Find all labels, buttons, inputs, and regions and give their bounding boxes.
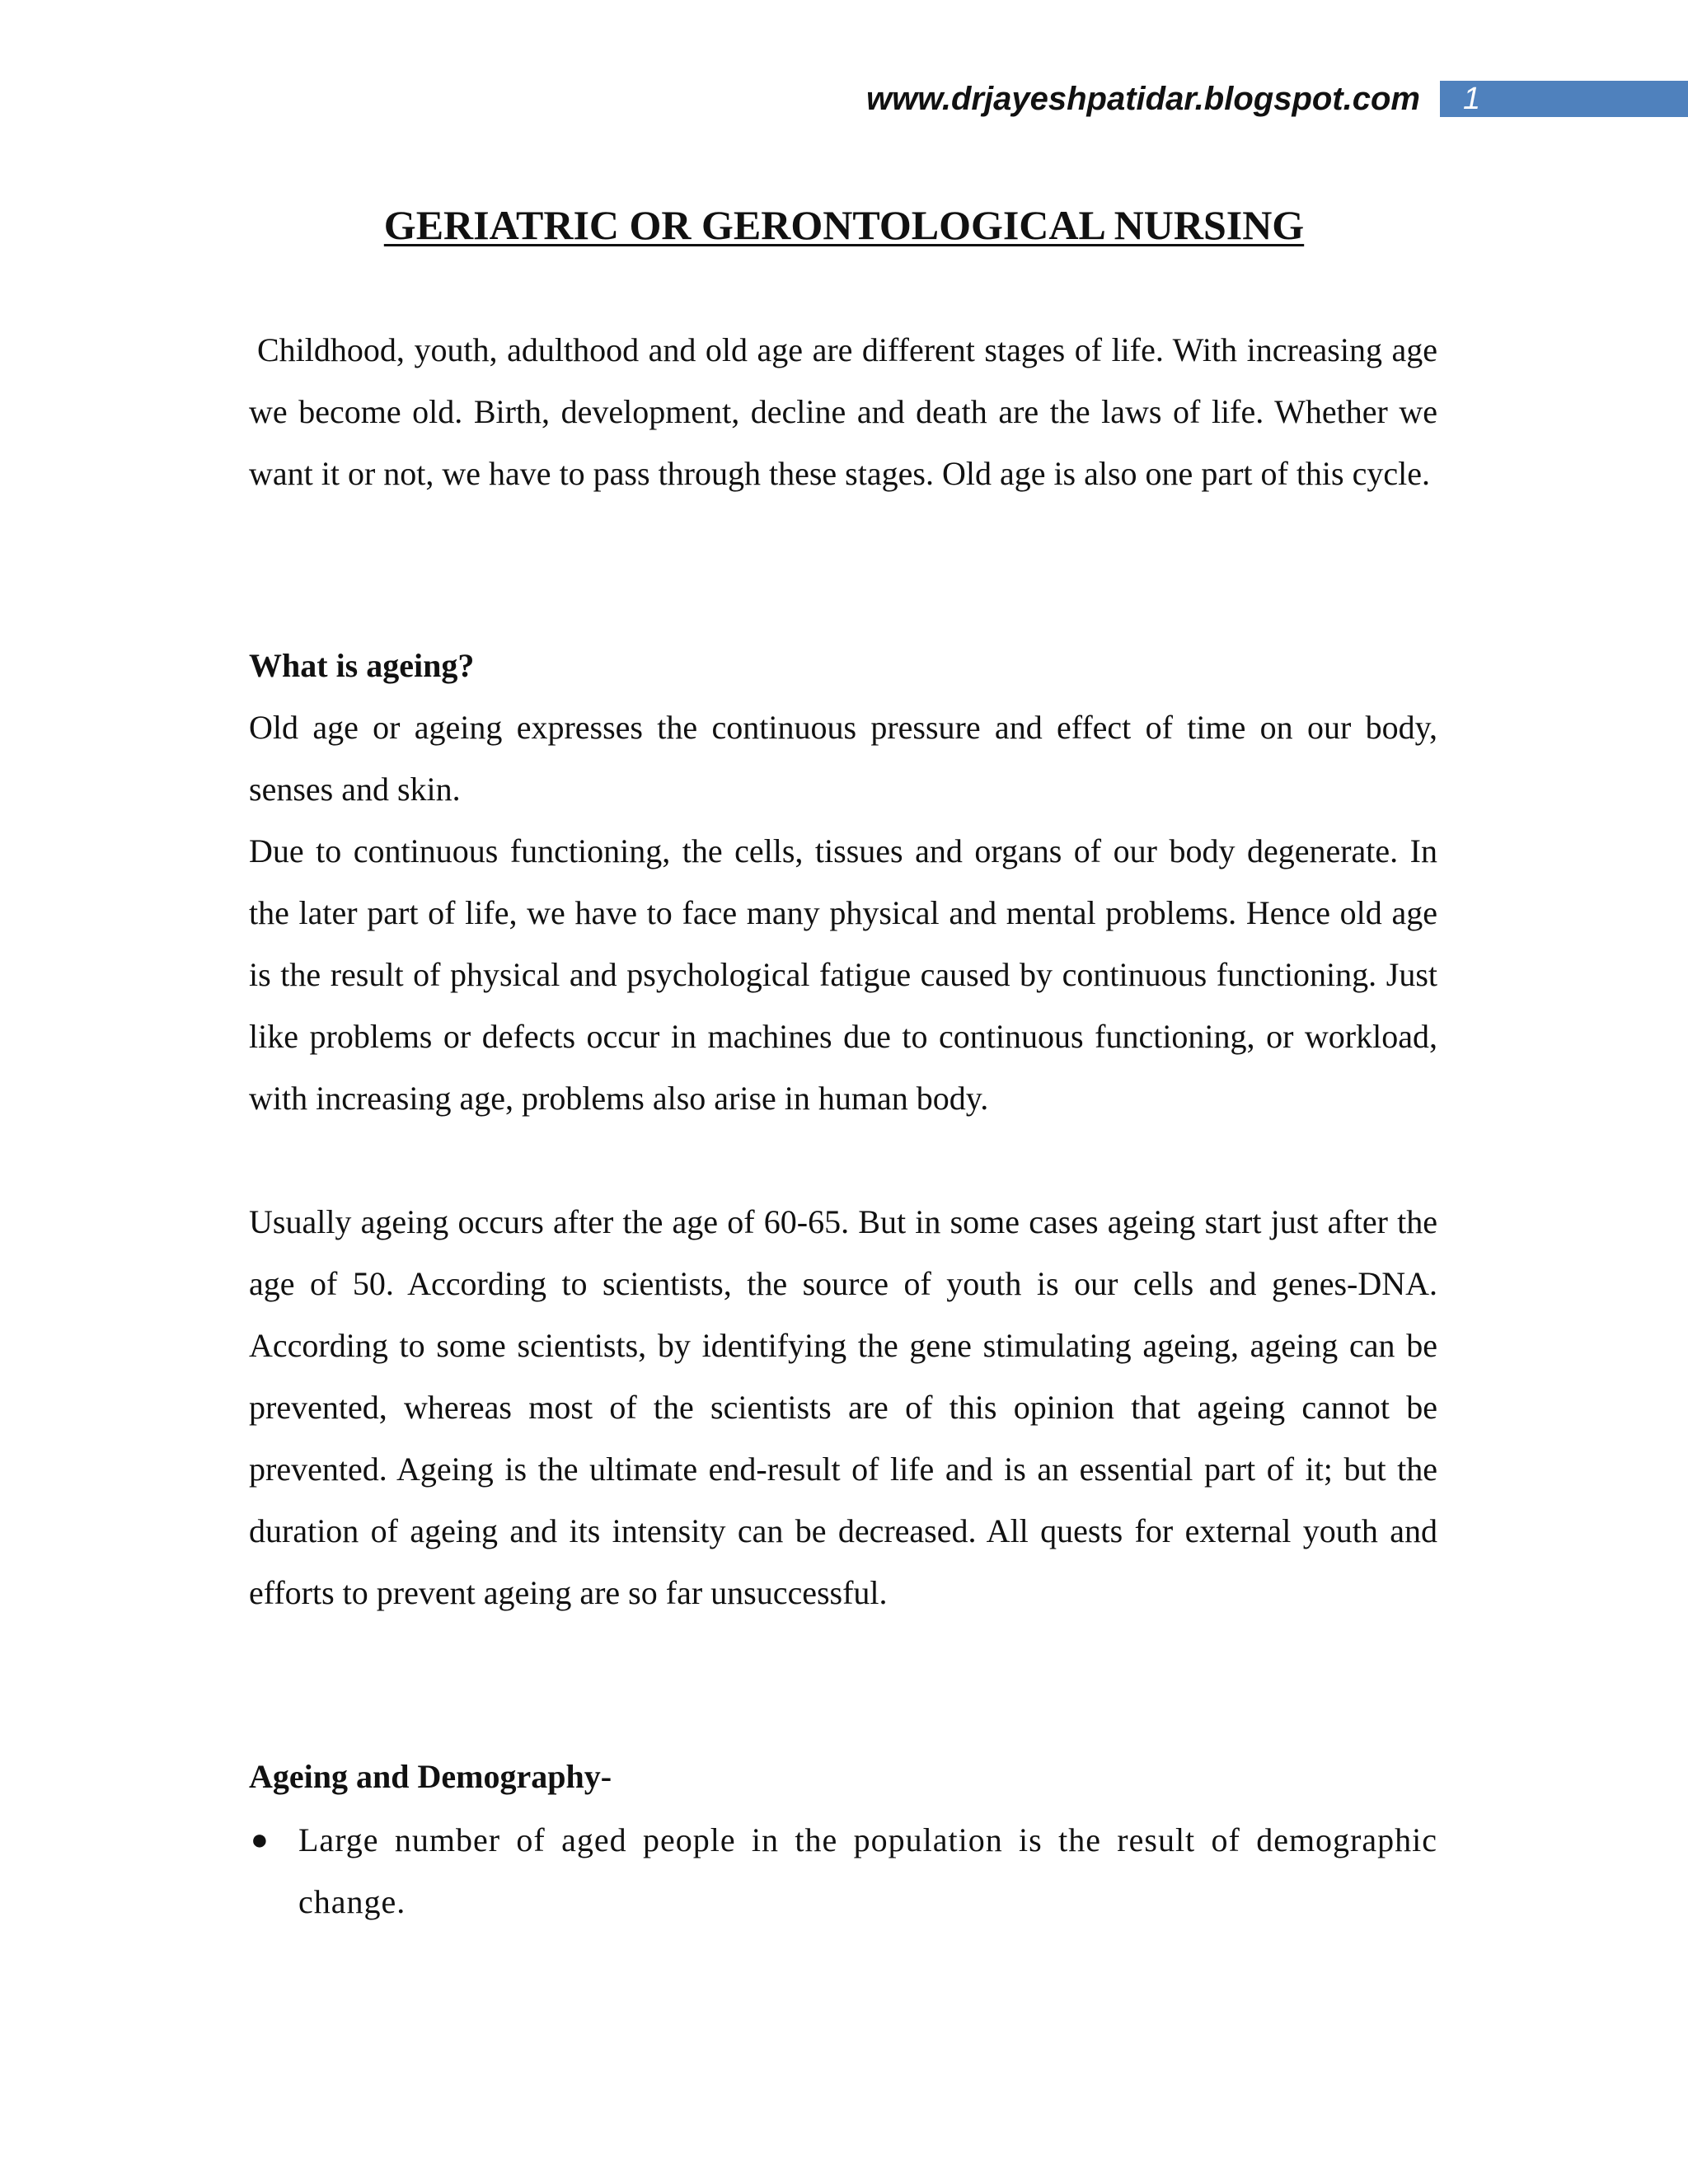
- ageing-paragraph-2: Due to continuous functioning, the cells, tissues and organs of our body degenerate. In the later part of life, we have to face many physical and mental problems. Hence old age is the result of physical and psychological fatigue caused by continuous functioning. Just like problems or defects occur in machines due to continuous functioning, or workload, with increasing age, problems also arise in human body.: [249, 832, 1437, 1117]
- bullet-dot-icon: ●: [251, 1823, 270, 1856]
- page-number: 1: [1463, 82, 1481, 116]
- intro-paragraph: Childhood, youth, adulthood and old age are different stages of life. With increasing age we become old. Birth, development, decline and death are the laws of life. Whether we want it or not, we have to pass through these stages. Old age is also one part of this cycle.: [249, 331, 1437, 492]
- ageing-paragraph-3: Usually ageing occurs after the age of 60-65. But in some cases ageing start just after the age of 50. According to scientists, the source of youth is our cells and genes-DNA. According to some scientists, by identifying the gene stimulating ageing, ageing can be prevented, whereas most of the scientists are of this opinion that ageing cannot be prevented. Ageing is the ultimate end-result of life and is an essential part of it; but the duration of ageing and its intensity can be decreased. All quests for external youth and efforts to prevent ageing are so far unsuccessful.: [249, 1203, 1437, 1611]
- page-number-badge: [1440, 81, 1688, 117]
- header-url: www.drjayeshpatidar.blogspot.com: [866, 81, 1420, 117]
- bullet-text: Large number of aged people in the population is the result of demographic change.: [298, 1821, 1437, 1920]
- section-heading-what-is-ageing: What is ageing?: [249, 647, 475, 684]
- section-heading-ageing-demography: Ageing and Demography-: [249, 1758, 612, 1795]
- ageing-paragraph-1: Old age or ageing expresses the continuous pressure and effect of time on our body, senses and skin.: [249, 709, 1437, 808]
- list-item: [249, 1809, 1437, 1933]
- document-title: GERIATRIC OR GERONTOLOGICAL NURSING: [383, 202, 1305, 248]
- demography-bullet-list: [249, 1809, 1437, 1933]
